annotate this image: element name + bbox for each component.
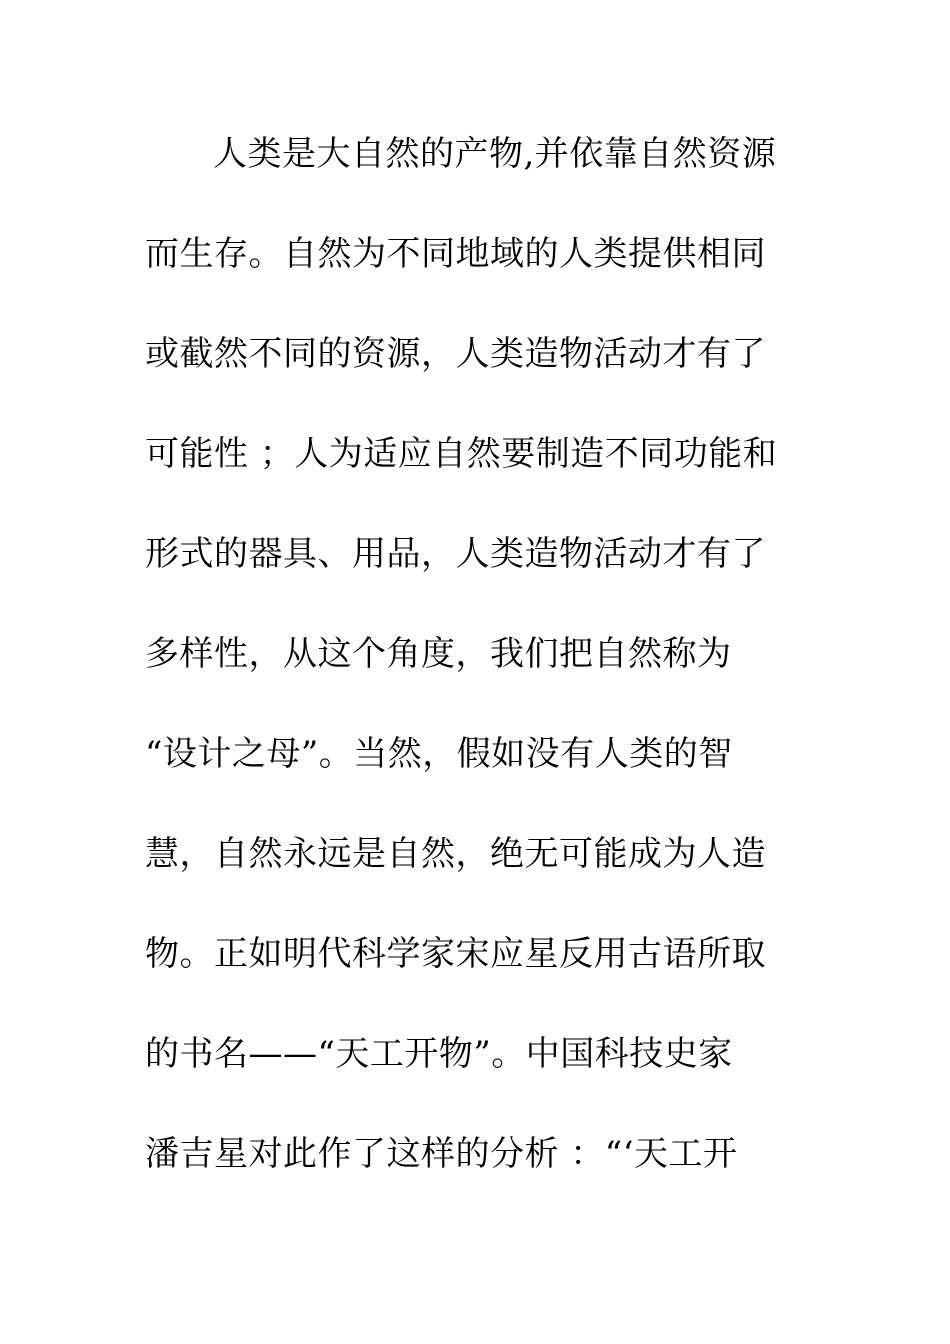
text-line-7: “设计之母”。当然，假如没有人类的智 (145, 734, 733, 774)
text-line-9: 物。正如明代科学家宋应星反用古语所取 (145, 934, 766, 974)
text-line-5: 形式的器具、用品，人类造物活动才有了 (145, 534, 766, 574)
text-line-2: 而生存。自然为不同地域的人类提供相同 (145, 234, 766, 274)
body-paragraph (145, 124, 805, 1224)
text-line-3: 或截然不同的资源，人类造物活动才有了 (145, 334, 766, 374)
text-line-6: 多样性，从这个角度，我们把自然称为 (145, 634, 732, 674)
text-line-1: 人类是大自然的产物,并依靠自然资源 (213, 134, 777, 174)
text-line-10: 的书名——“天工开物”。中国科技史家 (145, 1034, 733, 1074)
text-line-4: 可能性 ；人为适应自然要制造不同功能和 (145, 434, 778, 474)
text-line-11: 潘吉星对此作了这样的分析 ：“‘天工开 (145, 1134, 738, 1174)
text-line-8: 慧，自然永远是自然，绝无可能成为人造 (145, 834, 766, 874)
